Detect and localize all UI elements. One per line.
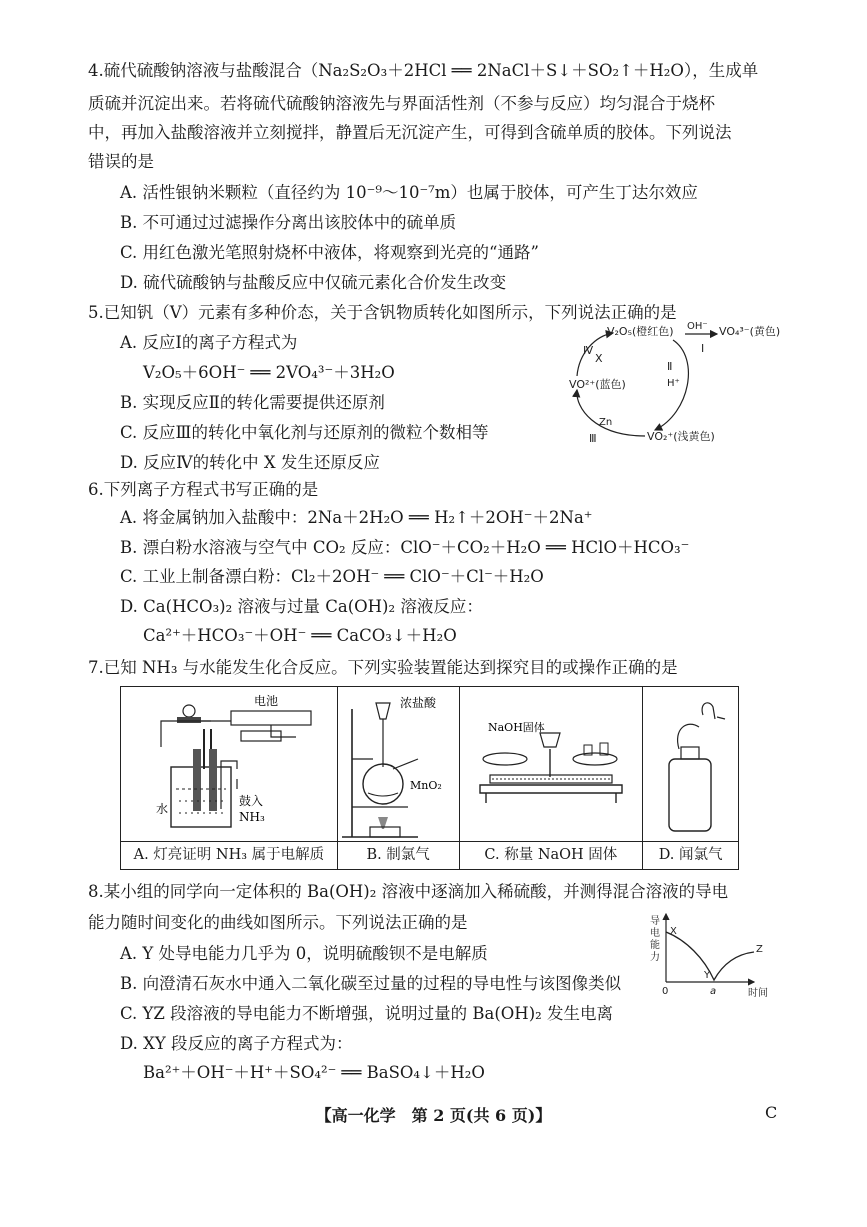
electrode-1 bbox=[193, 749, 201, 811]
chlorine-generator bbox=[338, 689, 458, 841]
weighing-dish bbox=[540, 733, 560, 747]
conductivity-apparatus bbox=[121, 689, 336, 841]
naoh-label: NaOH固体 bbox=[487, 721, 545, 734]
q8-option-a: A. Y 处导电能力几乎为 0，说明硫酸钡不是电解质 bbox=[120, 944, 488, 963]
label-r3: Ⅲ bbox=[589, 432, 597, 445]
vanadium-cycle-diagram bbox=[555, 318, 790, 448]
apparatus-cell-c bbox=[459, 687, 643, 870]
q4-stem-line3: 中，再加入盐酸溶液并立刻搅拌，静置后无沉淀产生，可得到含硫单质的胶体。下列说法 bbox=[88, 123, 732, 142]
ylabel-4: 力 bbox=[650, 952, 660, 963]
label-vo2-pale: VO₂⁺(浅黄色) bbox=[647, 430, 715, 443]
label-vo4: VO₄³⁻(黄色) bbox=[719, 325, 781, 338]
conductivity-graph bbox=[646, 910, 780, 1000]
smelling-apparatus bbox=[643, 689, 737, 841]
burner-shape bbox=[370, 827, 400, 837]
right-pan bbox=[573, 753, 617, 765]
inlet-label: 鼓入 bbox=[239, 794, 264, 808]
xlabel: 时间 bbox=[748, 988, 768, 999]
apparatus-table bbox=[120, 686, 739, 870]
mno2-label: MnO₂ bbox=[409, 779, 442, 792]
bulb-base bbox=[177, 717, 201, 723]
label-h: H⁺ bbox=[667, 378, 680, 389]
caption-a: A. 灯亮证明 NH₃ 属于电解质 bbox=[121, 841, 337, 869]
reaction-arrow-3 bbox=[577, 390, 645, 436]
switch-shape bbox=[241, 731, 281, 741]
q6-option-a: A. 将金属钠加入盐酸中：2Na＋2H₂O ══ H₂↑＋2OH⁻＋2Na⁺ bbox=[120, 508, 593, 527]
left-pan bbox=[483, 753, 527, 765]
battery-shape bbox=[231, 711, 311, 725]
q6-option-c: C. 工业上制备漂白粉：Cl₂＋2OH⁻ ══ ClO⁻＋Cl⁻＋H₂O bbox=[120, 567, 544, 586]
gas-bottle bbox=[669, 759, 711, 831]
flask-shape bbox=[363, 764, 403, 804]
face-shape bbox=[702, 703, 715, 719]
caption-c: C. 称量 NaOH 固体 bbox=[460, 841, 643, 869]
q6-option-d-equation: Ca²⁺＋HCO₃⁻＋OH⁻ ══ CaCO₃↓＋H₂O bbox=[143, 626, 457, 645]
q6-stem: 6.下列离子方程式书写正确的是 bbox=[88, 480, 319, 499]
apparatus-cell-b bbox=[337, 687, 459, 870]
q7-stem: 7.已知 NH₃ 与水能发生化合反应。下列实验装置能达到探究目的或操作正确的是 bbox=[88, 658, 678, 677]
balance-apparatus bbox=[460, 689, 642, 841]
hcl-label: 浓盐酸 bbox=[399, 696, 436, 710]
apparatus-cell-a bbox=[121, 687, 338, 870]
q5-option-c: C. 反应Ⅲ的转化中氧化剂与还原剂的微粒个数相等 bbox=[120, 423, 489, 442]
point-x-label: X bbox=[670, 926, 677, 937]
funnel-shape bbox=[376, 703, 390, 719]
q6-option-b: B. 漂白粉水溶液与空气中 CO₂ 反应：ClO⁻＋CO₂＋H₂O ══ HClO＋HCO₃⁻ bbox=[120, 538, 690, 557]
q5-option-d: D. 反应Ⅳ的转化中 X 发生还原反应 bbox=[120, 453, 380, 472]
version-letter: C bbox=[765, 1103, 778, 1122]
label-r2: Ⅱ bbox=[667, 360, 673, 373]
q4-option-d: D. 硫代硫酸钠与盐酸反应中仅硫元素化合价发生改变 bbox=[120, 273, 507, 292]
tick-a-label: a bbox=[710, 986, 717, 997]
caption-b: B. 制氯气 bbox=[338, 841, 459, 869]
hand-shape bbox=[678, 724, 699, 749]
q8-stem-line1: 8.某小组的同学向一定体积的 Ba(OH)₂ 溶液中逐滴加入稀硫酸，并测得混合溶液的导电 bbox=[88, 882, 729, 901]
balance-base bbox=[480, 785, 622, 793]
label-vo2plus: VO²⁺(蓝色) bbox=[569, 378, 626, 391]
label-v2o5: V₂O₅(橙红色) bbox=[607, 325, 674, 338]
q8-option-b: B. 向澄清石灰水中通入二氧化碳至过量的过程的导电性与该图像类似 bbox=[120, 974, 622, 993]
battery-label: 电池 bbox=[254, 694, 279, 708]
q5-option-a: A. 反应Ⅰ的离子方程式为 bbox=[120, 333, 298, 352]
ylabel-3: 能 bbox=[650, 940, 660, 951]
q8-stem-line2: 能力随时间变化的曲线如图所示。下列说法正确的是 bbox=[88, 913, 468, 932]
label-r4: Ⅳ bbox=[583, 344, 594, 357]
q4-option-b: B. 不可通过过滤操作分离出该胶体中的硫单质 bbox=[120, 213, 457, 232]
water-label: 水 bbox=[156, 802, 169, 816]
q8-option-d: D. XY 段反应的离子方程式为： bbox=[120, 1034, 353, 1053]
q8-option-c: C. YZ 段溶液的导电能力不断增强，说明过量的 Ba(OH)₂ 发生电离 bbox=[120, 1004, 613, 1023]
q4-option-c: C. 用红色激光笔照射烧杯中液体，将观察到光亮的“通路” bbox=[120, 243, 539, 262]
label-x: X bbox=[595, 352, 603, 365]
ylabel-1: 导 bbox=[650, 916, 660, 927]
point-z-label: Z bbox=[756, 944, 763, 955]
apparatus-cell-d bbox=[643, 687, 739, 870]
q5-option-b: B. 实现反应Ⅱ的转化需要提供还原剂 bbox=[120, 393, 385, 412]
q5-stem: 5.已知钒（Ⅴ）元素有多种价态，关于含钒物质转化如图所示，下列说法正确的是 bbox=[88, 303, 677, 322]
q4-stem-line4: 错误的是 bbox=[88, 152, 154, 171]
q4-stem-line1: 4.硫代硫酸钠溶液与盐酸混合（Na₂S₂O₃＋2HCl ══ 2NaCl＋S↓＋SO₂↑＋H₂O），生成单 bbox=[88, 61, 759, 80]
origin-label: 0 bbox=[662, 986, 669, 997]
label-r1: Ⅰ bbox=[701, 342, 705, 355]
label-zn: Zn bbox=[599, 417, 613, 428]
q6-option-d: D. Ca(HCO₃)₂ 溶液与过量 Ca(OH)₂ 溶液反应： bbox=[120, 597, 483, 616]
label-oh: OH⁻ bbox=[687, 321, 708, 332]
ylabel-2: 电 bbox=[650, 928, 660, 939]
page-footer: 【高一化学 第 2 页(共 6 页)】 bbox=[315, 1106, 552, 1125]
q5-option-a-equation: V₂O₅＋6OH⁻ ══ 2VO₄³⁻＋3H₂O bbox=[143, 363, 395, 382]
q4-option-a: A. 活性银钠米颗粒（直径约为 10⁻⁹～10⁻⁷m）也属于胶体，可产生丁达尔效应 bbox=[120, 183, 698, 202]
q4-stem-line2: 质硫并沉淀出来。若将硫代硫酸钠溶液先与界面活性剂（不参与反应）均匀混合于烧杯 bbox=[88, 94, 715, 113]
q8-option-d-equation: Ba²⁺＋OH⁻＋H⁺＋SO₄²⁻ ══ BaSO₄↓＋H₂O bbox=[143, 1063, 485, 1082]
bulb-shape bbox=[183, 705, 195, 717]
point-y-label: Y bbox=[704, 970, 711, 981]
nh3-label: NH₃ bbox=[239, 810, 265, 824]
caption-d: D. 闻氯气 bbox=[643, 841, 738, 869]
electrode-2 bbox=[209, 749, 217, 811]
